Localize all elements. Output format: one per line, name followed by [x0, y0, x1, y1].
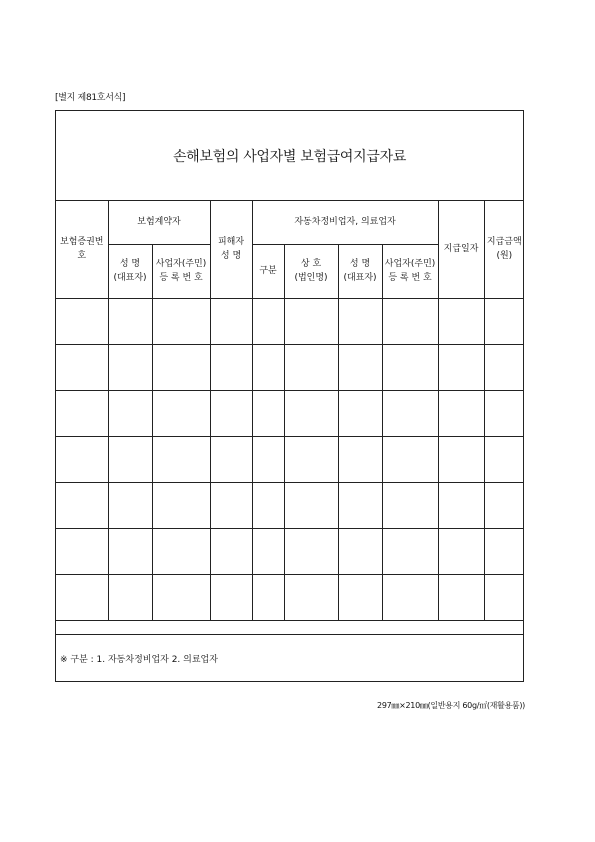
header-biz-reg-line1: 사업자(주민) — [384, 258, 436, 269]
table-cell[interactable] — [284, 436, 338, 482]
table-cell[interactable] — [338, 390, 382, 436]
form-number-label: [별지 제81호서식] — [55, 93, 126, 103]
table-cell[interactable] — [56, 390, 108, 436]
table-cell[interactable] — [382, 436, 438, 482]
header-contractor-reg-line1: 사업자(주민) — [155, 258, 207, 269]
table-cell[interactable] — [252, 482, 284, 528]
table-cell[interactable] — [438, 390, 484, 436]
table-cell[interactable] — [484, 482, 524, 528]
table-cell[interactable] — [152, 344, 210, 390]
table-row — [56, 574, 524, 620]
header-victim-line2: 성 명 — [220, 251, 242, 262]
table-cell[interactable] — [382, 574, 438, 620]
table-cell[interactable] — [484, 574, 524, 620]
table-cell[interactable] — [284, 574, 338, 620]
table-cell[interactable] — [382, 390, 438, 436]
table-cell[interactable] — [56, 436, 108, 482]
table-cell[interactable] — [210, 436, 252, 482]
table-cell[interactable] — [56, 482, 108, 528]
table-cell[interactable] — [108, 344, 152, 390]
header-pay-date: 지급일자 — [438, 201, 484, 298]
header-biz-reg-line2: 등 록 번 호 — [388, 273, 432, 283]
table-cell[interactable] — [382, 344, 438, 390]
table-cell[interactable] — [438, 574, 484, 620]
table-cell[interactable] — [438, 298, 484, 344]
table-cell[interactable] — [484, 344, 524, 390]
header-category: 구분 — [252, 244, 284, 298]
table-row — [56, 344, 524, 390]
table-cell[interactable] — [438, 482, 484, 528]
table-cell[interactable] — [152, 390, 210, 436]
table-cell[interactable] — [484, 528, 524, 574]
table-cell[interactable] — [438, 436, 484, 482]
table-cell[interactable] — [284, 390, 338, 436]
header-trade-line1: 상 호 — [300, 258, 322, 269]
table-cell[interactable] — [284, 298, 338, 344]
category-note: ※ 구분 : 1. 자동차정비업자 2. 의료업자 — [56, 634, 523, 681]
table-cell[interactable] — [56, 298, 108, 344]
table-cell[interactable] — [152, 482, 210, 528]
header-trade-name — [284, 244, 338, 298]
table-cell[interactable] — [210, 482, 252, 528]
table-cell[interactable] — [56, 344, 108, 390]
table-cell[interactable] — [108, 298, 152, 344]
table-cell[interactable] — [210, 298, 252, 344]
table-cell[interactable] — [382, 528, 438, 574]
table-row — [56, 436, 524, 482]
header-biz-name-line1: 성 명 — [349, 258, 371, 269]
header-victim-name — [210, 201, 252, 298]
table-cell[interactable] — [284, 482, 338, 528]
header-contractor-reg-line2: 등 록 번 호 — [159, 273, 203, 283]
table-row — [56, 482, 524, 528]
table-cell[interactable] — [210, 574, 252, 620]
table-cell[interactable] — [252, 344, 284, 390]
table-cell[interactable] — [56, 528, 108, 574]
table-cell[interactable] — [338, 436, 382, 482]
table-cell[interactable] — [152, 528, 210, 574]
header-business: 자동차정비업자, 의료업자 — [252, 201, 438, 244]
paper-spec-footer: 297㎜×210㎜(일반용지 60g/㎡(재활용품)) — [377, 701, 525, 710]
header-biz-name — [338, 244, 382, 298]
table-cell[interactable] — [152, 574, 210, 620]
table-cell[interactable] — [252, 298, 284, 344]
header-contractor-name — [108, 244, 152, 298]
table-cell[interactable] — [484, 390, 524, 436]
table-cell[interactable] — [338, 574, 382, 620]
table-cell[interactable] — [338, 344, 382, 390]
header-contractor-name-line1: 성 명 — [119, 258, 141, 269]
table-cell[interactable] — [108, 436, 152, 482]
table-row — [56, 390, 524, 436]
header-pay-amount-line1: 지급금액 — [486, 236, 522, 247]
form-frame — [55, 110, 524, 682]
payment-table — [56, 201, 524, 621]
header-pay-amount — [484, 201, 524, 298]
table-row — [56, 298, 524, 344]
table-cell[interactable] — [284, 344, 338, 390]
header-policy-number: 보험증권번호 — [56, 201, 108, 298]
table-cell[interactable] — [108, 574, 152, 620]
table-cell[interactable] — [382, 482, 438, 528]
table-cell[interactable] — [438, 344, 484, 390]
table-cell[interactable] — [252, 574, 284, 620]
table-cell[interactable] — [152, 436, 210, 482]
form-title: 손해보험의 사업자별 보험급여지급자료 — [56, 111, 523, 201]
table-cell[interactable] — [56, 574, 108, 620]
table-cell[interactable] — [338, 482, 382, 528]
table-cell[interactable] — [210, 344, 252, 390]
table-cell[interactable] — [338, 298, 382, 344]
table-cell[interactable] — [338, 528, 382, 574]
header-biz-reg — [382, 244, 438, 298]
table-row — [56, 528, 524, 574]
table-cell[interactable] — [108, 390, 152, 436]
table-cell[interactable] — [210, 390, 252, 436]
table-cell[interactable] — [108, 528, 152, 574]
table-cell[interactable] — [484, 298, 524, 344]
header-contractor-name-line2: (대표자) — [113, 273, 147, 283]
header-biz-name-line2: (대표자) — [343, 273, 377, 283]
table-cell[interactable] — [210, 528, 252, 574]
table-cell[interactable] — [252, 436, 284, 482]
table-cell[interactable] — [108, 482, 152, 528]
header-contractor-reg — [152, 244, 210, 298]
table-cell[interactable] — [252, 528, 284, 574]
table-cell[interactable] — [152, 298, 210, 344]
header-contractor: 보험계약자 — [108, 201, 210, 244]
header-pay-amount-line2: (원) — [496, 251, 513, 262]
header-trade-line2: (법인명) — [294, 273, 328, 283]
header-victim-line1: 피해자 — [217, 236, 245, 247]
table-cell[interactable] — [438, 528, 484, 574]
table-cell[interactable] — [284, 528, 338, 574]
table-cell[interactable] — [484, 436, 524, 482]
table-cell[interactable] — [252, 390, 284, 436]
table-cell[interactable] — [382, 298, 438, 344]
